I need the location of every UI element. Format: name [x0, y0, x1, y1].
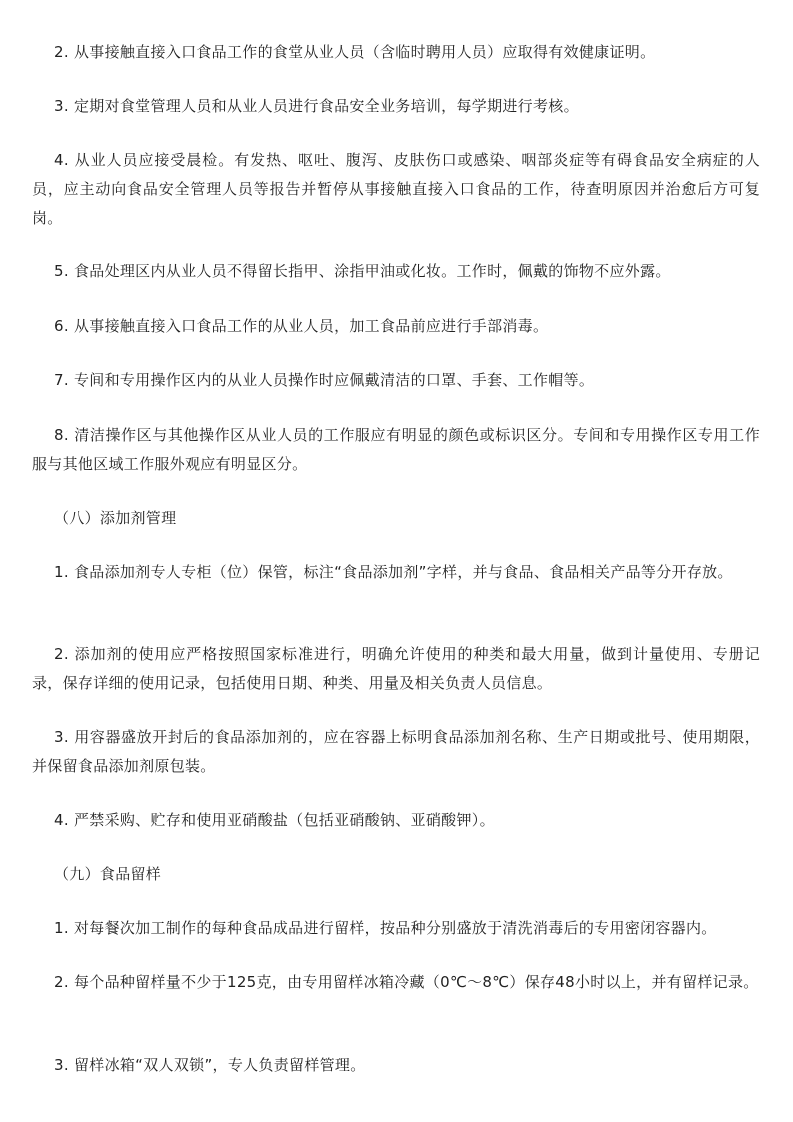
section-heading-food-samples: （九）食品留样 — [54, 865, 162, 883]
sample-item-3: 3. 留样冰箱“双人双锁”，专人负责留样管理。 — [54, 1056, 366, 1074]
additive-item-1: 1. 食品添加剂专人专柜（位）保管，标注“食品添加剂”字样，并与食品、食品相关产品等分开存放。 — [54, 563, 733, 581]
staff-item-2: 2. 从事接触直接入口食品工作的食堂从业人员（含临时聘用人员）应取得有效健康证明。 — [54, 43, 656, 61]
sample-item-2: 2. 每个品种留样量不少于125克，由专用留样冰箱冷藏（0℃～8℃）保存48小时以上，并有留样记录。 — [54, 973, 759, 991]
section-heading-additives: （八）添加剂管理 — [54, 509, 177, 527]
staff-item-6: 6. 从事接触直接入口食品工作的从业人员，加工食品前应进行手部消毒。 — [54, 317, 549, 335]
additive-item-3: 3. 用容器盛放开封后的食品添加剂的，应在容器上标明食品添加剂名称、生产日期或批号、使用期限，并保留食品添加剂原包装。 — [32, 728, 760, 775]
staff-item-3: 3. 定期对食堂管理人员和从业人员进行食品安全业务培训，每学期进行考核。 — [54, 97, 579, 115]
staff-item-7: 7. 专间和专用操作区内的从业人员操作时应佩戴清洁的口罩、手套、工作帽等。 — [54, 371, 595, 389]
additive-item-2: 2. 添加剂的使用应严格按照国家标准进行，明确允许使用的种类和最大用量，做到计量使用、专册记录，保存详细的使用记录，包括使用日期、种类、用量及相关负责人员信息。 — [32, 645, 760, 692]
additive-item-4: 4. 严禁采购、贮存和使用亚硝酸盐（包括亚硝酸钠、亚硝酸钾）。 — [54, 811, 495, 829]
staff-item-5: 5. 食品处理区内从业人员不得留长指甲、涂指甲油或化妆。工作时，佩戴的饰物不应外露。 — [54, 262, 671, 280]
sample-item-1: 1. 对每餐次加工制作的每种食品成品进行留样，按品种分别盛放于清洗消毒后的专用密闭容器内。 — [54, 919, 717, 937]
staff-item-4: 4. 从业人员应接受晨检。有发热、呕吐、腹泻、皮肤伤口或感染、咽部炎症等有碍食品安全病症的人员，应主动向食品安全管理人员等报告并暂停从事接触直接入口食品的工作，待查明原因并治愈后方可复岗。 — [32, 151, 760, 227]
staff-item-8: 8. 清洁操作区与其他操作区从业人员的工作服应有明显的颜色或标识区分。专间和专用操作区专用工作服与其他区域工作服外观应有明显区分。 — [32, 426, 760, 473]
